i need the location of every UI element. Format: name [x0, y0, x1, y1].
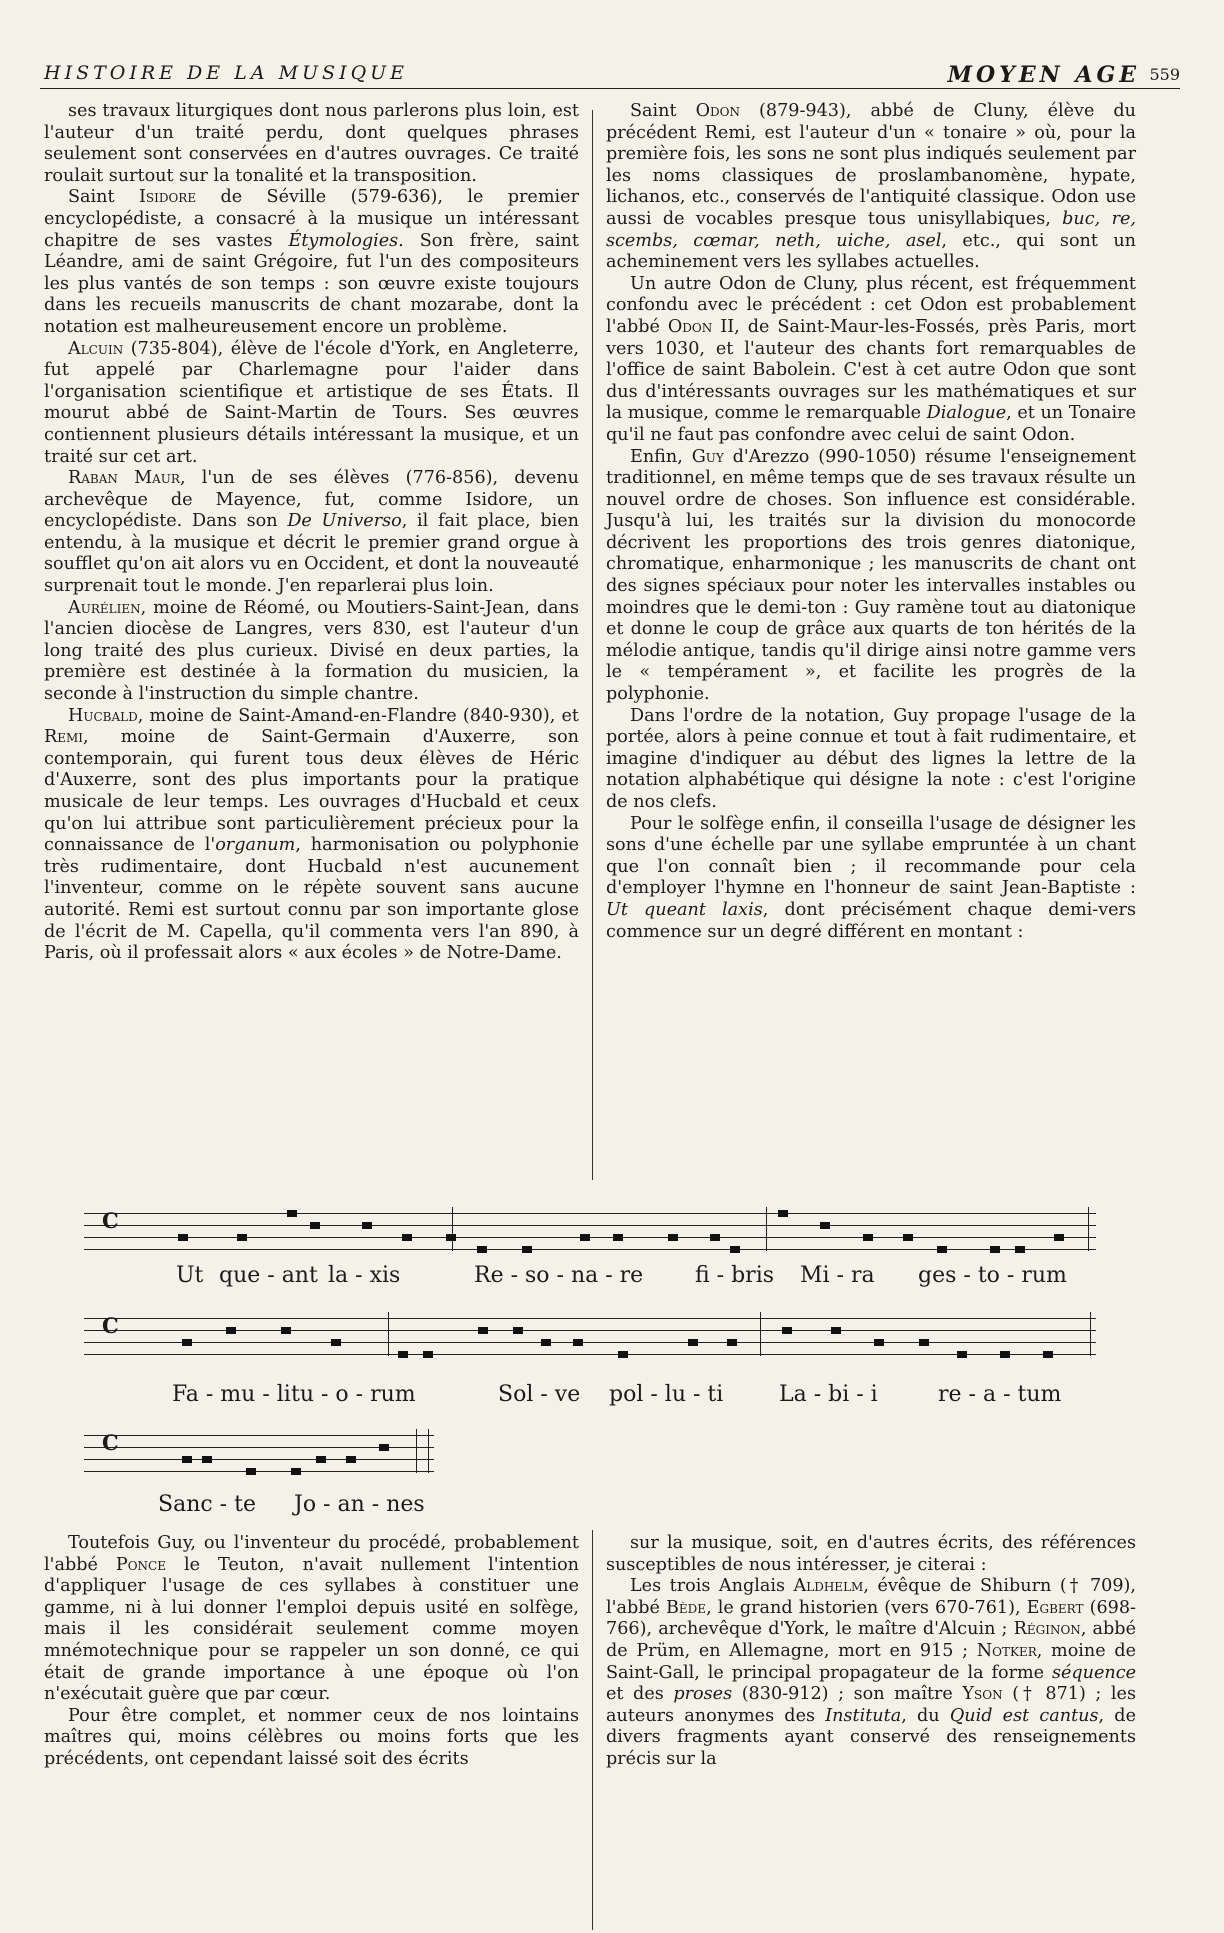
neume-note — [478, 1327, 488, 1334]
neume-note — [863, 1234, 873, 1241]
text-run: , harmonisation ou polyphonie très rudimentaire, dont Hucbald n'est aucunement l'inventeur, comme on le répète souvent sans aucune autorité. Remi est surtout connu par son importante glose de l'écrit de M. Capella, qu'il commenta vers l'an 890, à Paris, où il professait alors « aux écoles » de Notre-Dame. — [44, 835, 579, 964]
neume-note — [903, 1234, 913, 1241]
bar-line — [428, 1429, 429, 1473]
bar-line — [416, 1429, 417, 1473]
neume-note — [730, 1246, 740, 1253]
music-staff — [84, 1430, 434, 1479]
text-run: , moine de Saint-Amand-en-Flandre (840-930), et — [137, 705, 579, 726]
neume-note — [573, 1339, 583, 1346]
paragraph — [44, 1706, 579, 1771]
text-run: Saint — [68, 187, 139, 208]
neume-note — [710, 1234, 720, 1241]
proper-name: Réginon — [1013, 1619, 1081, 1640]
neume-note — [398, 1351, 408, 1358]
neume-note — [782, 1327, 792, 1334]
neume-note — [618, 1351, 628, 1358]
neume-note — [919, 1339, 929, 1346]
paragraph — [44, 468, 579, 598]
neume-note — [291, 1468, 301, 1475]
text-run: (879-943), abbé de Cluny, élève du précédent Remi, est l'auteur d'un « tonaire » où, pour la première fois, les sons ne sont plus indiqués seulement par les noms classiques de proslambanomène, hypate, lichanos, etc., conservés de l'antiquité classique. Odon use aussi de vocables presque tous unisyllabiques, — [606, 101, 1136, 229]
proper-name: Hucbald — [68, 705, 138, 726]
staff-line — [84, 1318, 1096, 1319]
text-run: Toutefois Guy, ou l'inventeur du procédé, probablement l'abbé — [44, 1533, 579, 1575]
text-run: , abbé de Prüm, en Allemagne, mort en 915 ; — [606, 1619, 1136, 1661]
paragraph — [44, 339, 579, 469]
neume-note — [522, 1246, 532, 1253]
bar-line — [766, 1207, 767, 1251]
text-run: (830-912) ; son maître — [732, 1684, 963, 1705]
text-run: , le grand historien (vers 670-761), — [706, 1597, 1027, 1618]
neume-note — [202, 1456, 212, 1463]
text-run: (698-766), archevêque d'York, le maître d'Alcuin ; — [606, 1597, 1136, 1640]
text-run: , et un Tonaire qu'il ne faut pas confondre avec celui de saint Odon. — [606, 403, 1137, 445]
italic-term: proses — [673, 1684, 733, 1705]
text-run: ses travaux liturgiques dont nous parlerons plus loin, est l'auteur d'un traité perdu, dont quelques phrases seulement sont conservées en d'autres ouvrages. Ce traité roulait surtout sur la tonalité et la transposition. — [44, 101, 579, 186]
neume-note — [346, 1456, 356, 1463]
text-run: , dont précisément chaque demi-vers commence sur un degré différent en montant : — [606, 899, 1136, 942]
right-column-bottom — [606, 1533, 1136, 1771]
proper-name: Aurélien — [68, 597, 141, 618]
lyric-syllables: re - a - tum — [938, 1382, 1062, 1407]
proper-name: Guy — [691, 446, 724, 467]
staff-line — [84, 1459, 434, 1460]
lyric-syllables: Ut — [176, 1263, 204, 1288]
right-column-top — [606, 101, 1136, 943]
paragraph — [606, 706, 1136, 814]
proper-name: Raban Maur — [68, 468, 180, 489]
text-run: , évêque de Shiburn († 709), l'abbé — [606, 1576, 1136, 1618]
text-run: de Séville (579-636), le premier encyclopédiste, a consacré à la musique un intéressant chapitre de ses vastes — [44, 187, 579, 251]
neume-note — [310, 1222, 320, 1229]
c-clef: C — [102, 1208, 119, 1233]
neume-note — [668, 1234, 678, 1241]
staff-line — [84, 1225, 1096, 1226]
italic-term: Instituta — [825, 1705, 902, 1726]
neume-note — [990, 1246, 1000, 1253]
neume-note — [246, 1468, 256, 1475]
paragraph — [44, 598, 579, 706]
neume-note — [1054, 1234, 1064, 1241]
running-header — [40, 62, 1180, 89]
lyric-syllables: Fa - mu - li — [172, 1382, 291, 1407]
c-clef: C — [102, 1430, 119, 1455]
lyric-syllables: Jo - an - nes — [294, 1492, 425, 1517]
music-staff — [84, 1313, 1096, 1362]
text-run: , du — [901, 1705, 950, 1726]
staff-line — [84, 1342, 1096, 1343]
lyric-syllables: ges - to - rum — [918, 1263, 1067, 1288]
neume-note — [182, 1339, 192, 1346]
neume-note — [820, 1222, 830, 1229]
italic-term: organum — [215, 835, 296, 856]
proper-name: Ponce — [115, 1554, 166, 1575]
staff-line — [84, 1354, 1096, 1355]
proper-name: Aldhelm — [793, 1576, 864, 1597]
text-run: Un autre Odon de Cluny, plus récent, est fréquemment confondu avec le précédent : cet Odon est probablement l'abbé — [606, 273, 1136, 337]
neume-note — [957, 1351, 967, 1358]
column-divider-bottom — [592, 1530, 593, 1930]
page-number: 559 — [1149, 65, 1180, 84]
neume-note — [580, 1234, 590, 1241]
lyric-syllables: Sanc - te — [158, 1492, 256, 1517]
text-run: II, de Saint-Maur-les-Fossés, près Paris, mort vers 1030, et l'auteur des chants fort remarquables de l'office de saint Babolein. C'est à cet autre Odon que sont dus d'intéressants ouvrages sur les mathématiques et sur la musique, comme le remarquable — [606, 316, 1137, 424]
italic-term: Étymologies — [288, 230, 399, 251]
lyric-syllables: tu - o - rum — [291, 1382, 416, 1407]
staff-line — [84, 1213, 1096, 1214]
lyric-syllables: fi - bris — [695, 1263, 775, 1288]
neume-note — [1015, 1246, 1025, 1253]
text-run: , il fait place, bien entendu, à la musique et décrit le premier grand orgue à soufflet qu'on ait alors vu en Occident, et dont la nouveauté surprenait tout le monde. J'en reparlerai plus loin. — [44, 511, 579, 597]
neume-note — [688, 1339, 698, 1346]
proper-name: Remi — [44, 727, 84, 748]
italic-term: séquence — [1051, 1662, 1136, 1683]
neume-note — [281, 1327, 291, 1334]
staff-line — [84, 1471, 434, 1472]
neume-note — [778, 1210, 788, 1217]
text-run: (735-804), élève de l'école d'York, en Angleterre, fut appelé par Charlemagne pour l'aider dans l'organisation scientifique et artistique de ses États. Il mourut abbé de Saint-Martin de Tours. Ses œuvres contiennent plusieurs détails intéressant la musique, et un traité sur cet art. — [44, 338, 579, 467]
paragraph — [606, 814, 1136, 944]
neume-note — [362, 1222, 372, 1229]
left-column-bottom — [44, 1533, 579, 1771]
bar-line — [1088, 1207, 1089, 1251]
neume-note — [831, 1327, 841, 1334]
neume-note — [316, 1456, 326, 1463]
bar-line — [452, 1207, 453, 1251]
neume-note — [287, 1210, 297, 1217]
italic-term: buc, re, scembs, cœmar, neth, uiche, asel — [606, 208, 1136, 251]
lyric-syllables: Sol - ve — [498, 1382, 581, 1407]
proper-name: Egbert — [1026, 1597, 1084, 1618]
neume-note — [379, 1444, 389, 1451]
paragraph — [606, 447, 1136, 706]
neume-note — [477, 1246, 487, 1253]
italic-term: De Universo — [287, 511, 402, 532]
staff-line — [84, 1435, 434, 1436]
text-run: , moine de Saint-Germain d'Auxerre, son contemporain, qui furent tous deux élèves de Héric d'Auxerre, sont des plus importants pour la pratique musicale de leur temps. Les ouvrages d'Hucbald et ceux qu'on lui attribue sont particulièrement précieux pour la connaissance de l' — [44, 727, 579, 856]
neume-note — [513, 1327, 523, 1334]
text-run: , moine de Réomé, ou Moutiers-Saint-Jean, dans l'ancien diocèse de Langres, vers 830, est l'auteur d'un long traité des plus curieux. Divisé en deux parties, la première est destinée à la formation du musicien, la seconde à l'instruction du simple chantre. — [44, 597, 579, 705]
italic-term: Dialogue — [926, 403, 1007, 424]
text-run: Les trois Anglais — [630, 1576, 794, 1597]
text-run: Dans l'ordre de la notation, Guy propage l'usage de la portée, alors à peine connue et tout à fait rudimentaire, et imagine d'indiquer au début des lignes la lettre de la notation alphabétique qui désigne la note : c'est l'origine de nos clefs. — [606, 705, 1136, 812]
neume-note — [727, 1339, 737, 1346]
lyric-syllables: La - bi - i — [779, 1382, 878, 1407]
text-run: , moine de Saint-Gall, le principal propagateur de la forme — [606, 1640, 1136, 1683]
c-clef: C — [102, 1313, 119, 1338]
header-book-title: HISTOIRE DE LA MUSIQUE — [44, 62, 409, 84]
neume-note — [874, 1339, 884, 1346]
staff-line — [84, 1237, 1096, 1238]
text-run: Pour le solfège enfin, il conseilla l'usage de désigner les sons d'une échelle par une syllabe empruntée à un chant que l'on connaît bien ; il recommande pour cela d'employer l'hymne en l'honneur de saint Jean-Baptiste : — [606, 813, 1136, 899]
paragraph — [606, 274, 1136, 447]
proper-name: Odon — [695, 101, 740, 121]
text-run: Pour être complet, et nommer ceux de nos lointains maîtres qui, moins célèbres ou moins forts que les précédents, ont cependant laissé soit des écrits — [44, 1705, 579, 1769]
proper-name: Notker — [976, 1640, 1037, 1661]
paragraph — [44, 1533, 579, 1706]
text-run: , etc., qui sont un acheminement vers les syllabes actuelles. — [606, 230, 1136, 273]
neume-note — [613, 1234, 623, 1241]
neume-note — [423, 1351, 433, 1358]
text-run: d'Arezzo (990-1050) résume l'enseignement traditionnel, en même temps que de ses travaux résulte un nouvel ordre de choses. Son influence est considérable. Jusqu'à lui, les traités sur la division du monocorde décrivent les proportions des trois genres diatonique, chromatique, enharmonique ; les manuscrits de chant ont des signes spéciaux pour noter les intervalles instables ou moindres que le demi-ton : Guy ramène tout au diatonique et donne le coup de grâce aux quarts de ton hérités de la mélodie antique, tandis qu'il dirige ainsi notre gamme vers le « tempérament », et facilite les progrès de la polyphonie. — [606, 446, 1136, 705]
left-column-top — [44, 101, 579, 965]
proper-name: Yson — [962, 1684, 1003, 1705]
paragraph — [606, 1576, 1136, 1770]
neume-note — [402, 1234, 412, 1241]
neume-note — [178, 1234, 188, 1241]
lyric-syllables: Mi - ra — [800, 1263, 875, 1288]
header-section-title: MOYEN AGE — [947, 62, 1140, 88]
paragraph — [606, 101, 1136, 274]
italic-term: Quid est cantus — [949, 1705, 1099, 1726]
music-staff — [84, 1208, 1096, 1257]
neume-note — [937, 1246, 947, 1253]
neume-note — [446, 1234, 456, 1241]
proper-name: Alcuin — [68, 338, 124, 359]
lyric-syllables: pol - lu - ti — [609, 1382, 724, 1407]
paragraph — [606, 1533, 1136, 1576]
paragraph — [44, 101, 579, 187]
text-run: et des — [606, 1684, 674, 1705]
neume-note — [331, 1339, 341, 1346]
text-run: , de divers fragments ayant conservé des renseignements précis sur la — [606, 1705, 1136, 1769]
lyric-syllables: Re - so - na - re — [474, 1263, 644, 1288]
text-run: . Son frère, saint Léandre, ami de saint Grégoire, fut l'un des compositeurs les plus vantés de son temps : son œuvre existe toujours dans les recueils manuscrits de chant mozarabe, dont la notation est malheureusement encore un problème. — [44, 230, 579, 337]
neume-note — [182, 1456, 192, 1463]
bar-line — [760, 1312, 761, 1356]
neume-note — [226, 1327, 236, 1334]
column-divider-top — [592, 110, 593, 1180]
bar-line — [388, 1312, 389, 1356]
text-run: , l'un de ses élèves (776-856), devenu archevêque de Mayence, fut, comme Isidore, un encyclopédiste. Dans son — [44, 468, 579, 532]
paragraph — [44, 706, 579, 965]
text-run: le Teuton, n'avait nullement l'intention d'appliquer l'usage de ces syllabes à constituer une gamme, ni à lui donner l'emploi depuis usité en solfège, mais il les considérait seulement comme moyen mnémotechnique pour se rappeler un son donné, ce qui était de grande importance à une époque où l'on n'exécutait guère que par cœur. — [44, 1554, 579, 1705]
proper-name: Isidore — [138, 187, 197, 208]
text-run: Saint — [630, 101, 696, 121]
proper-name: Odon — [667, 316, 713, 337]
text-run: sur la musique, soit, en d'autres écrits, des références susceptibles de nous intéresser, je citerai : — [606, 1533, 1136, 1575]
text-run: Enfin, — [630, 446, 692, 467]
italic-term: Ut queant laxis — [606, 899, 763, 920]
lyric-syllables: la - xis — [328, 1263, 401, 1288]
bar-line — [1090, 1312, 1091, 1356]
neume-note — [1043, 1351, 1053, 1358]
proper-name: Bède — [665, 1597, 707, 1618]
neume-note — [541, 1339, 551, 1346]
paragraph — [44, 187, 579, 338]
text-run: († 871) ; les auteurs anonymes des — [606, 1684, 1137, 1726]
lyric-syllables: que - ant — [219, 1263, 318, 1288]
neume-note — [1000, 1351, 1010, 1358]
neume-note — [237, 1234, 247, 1241]
